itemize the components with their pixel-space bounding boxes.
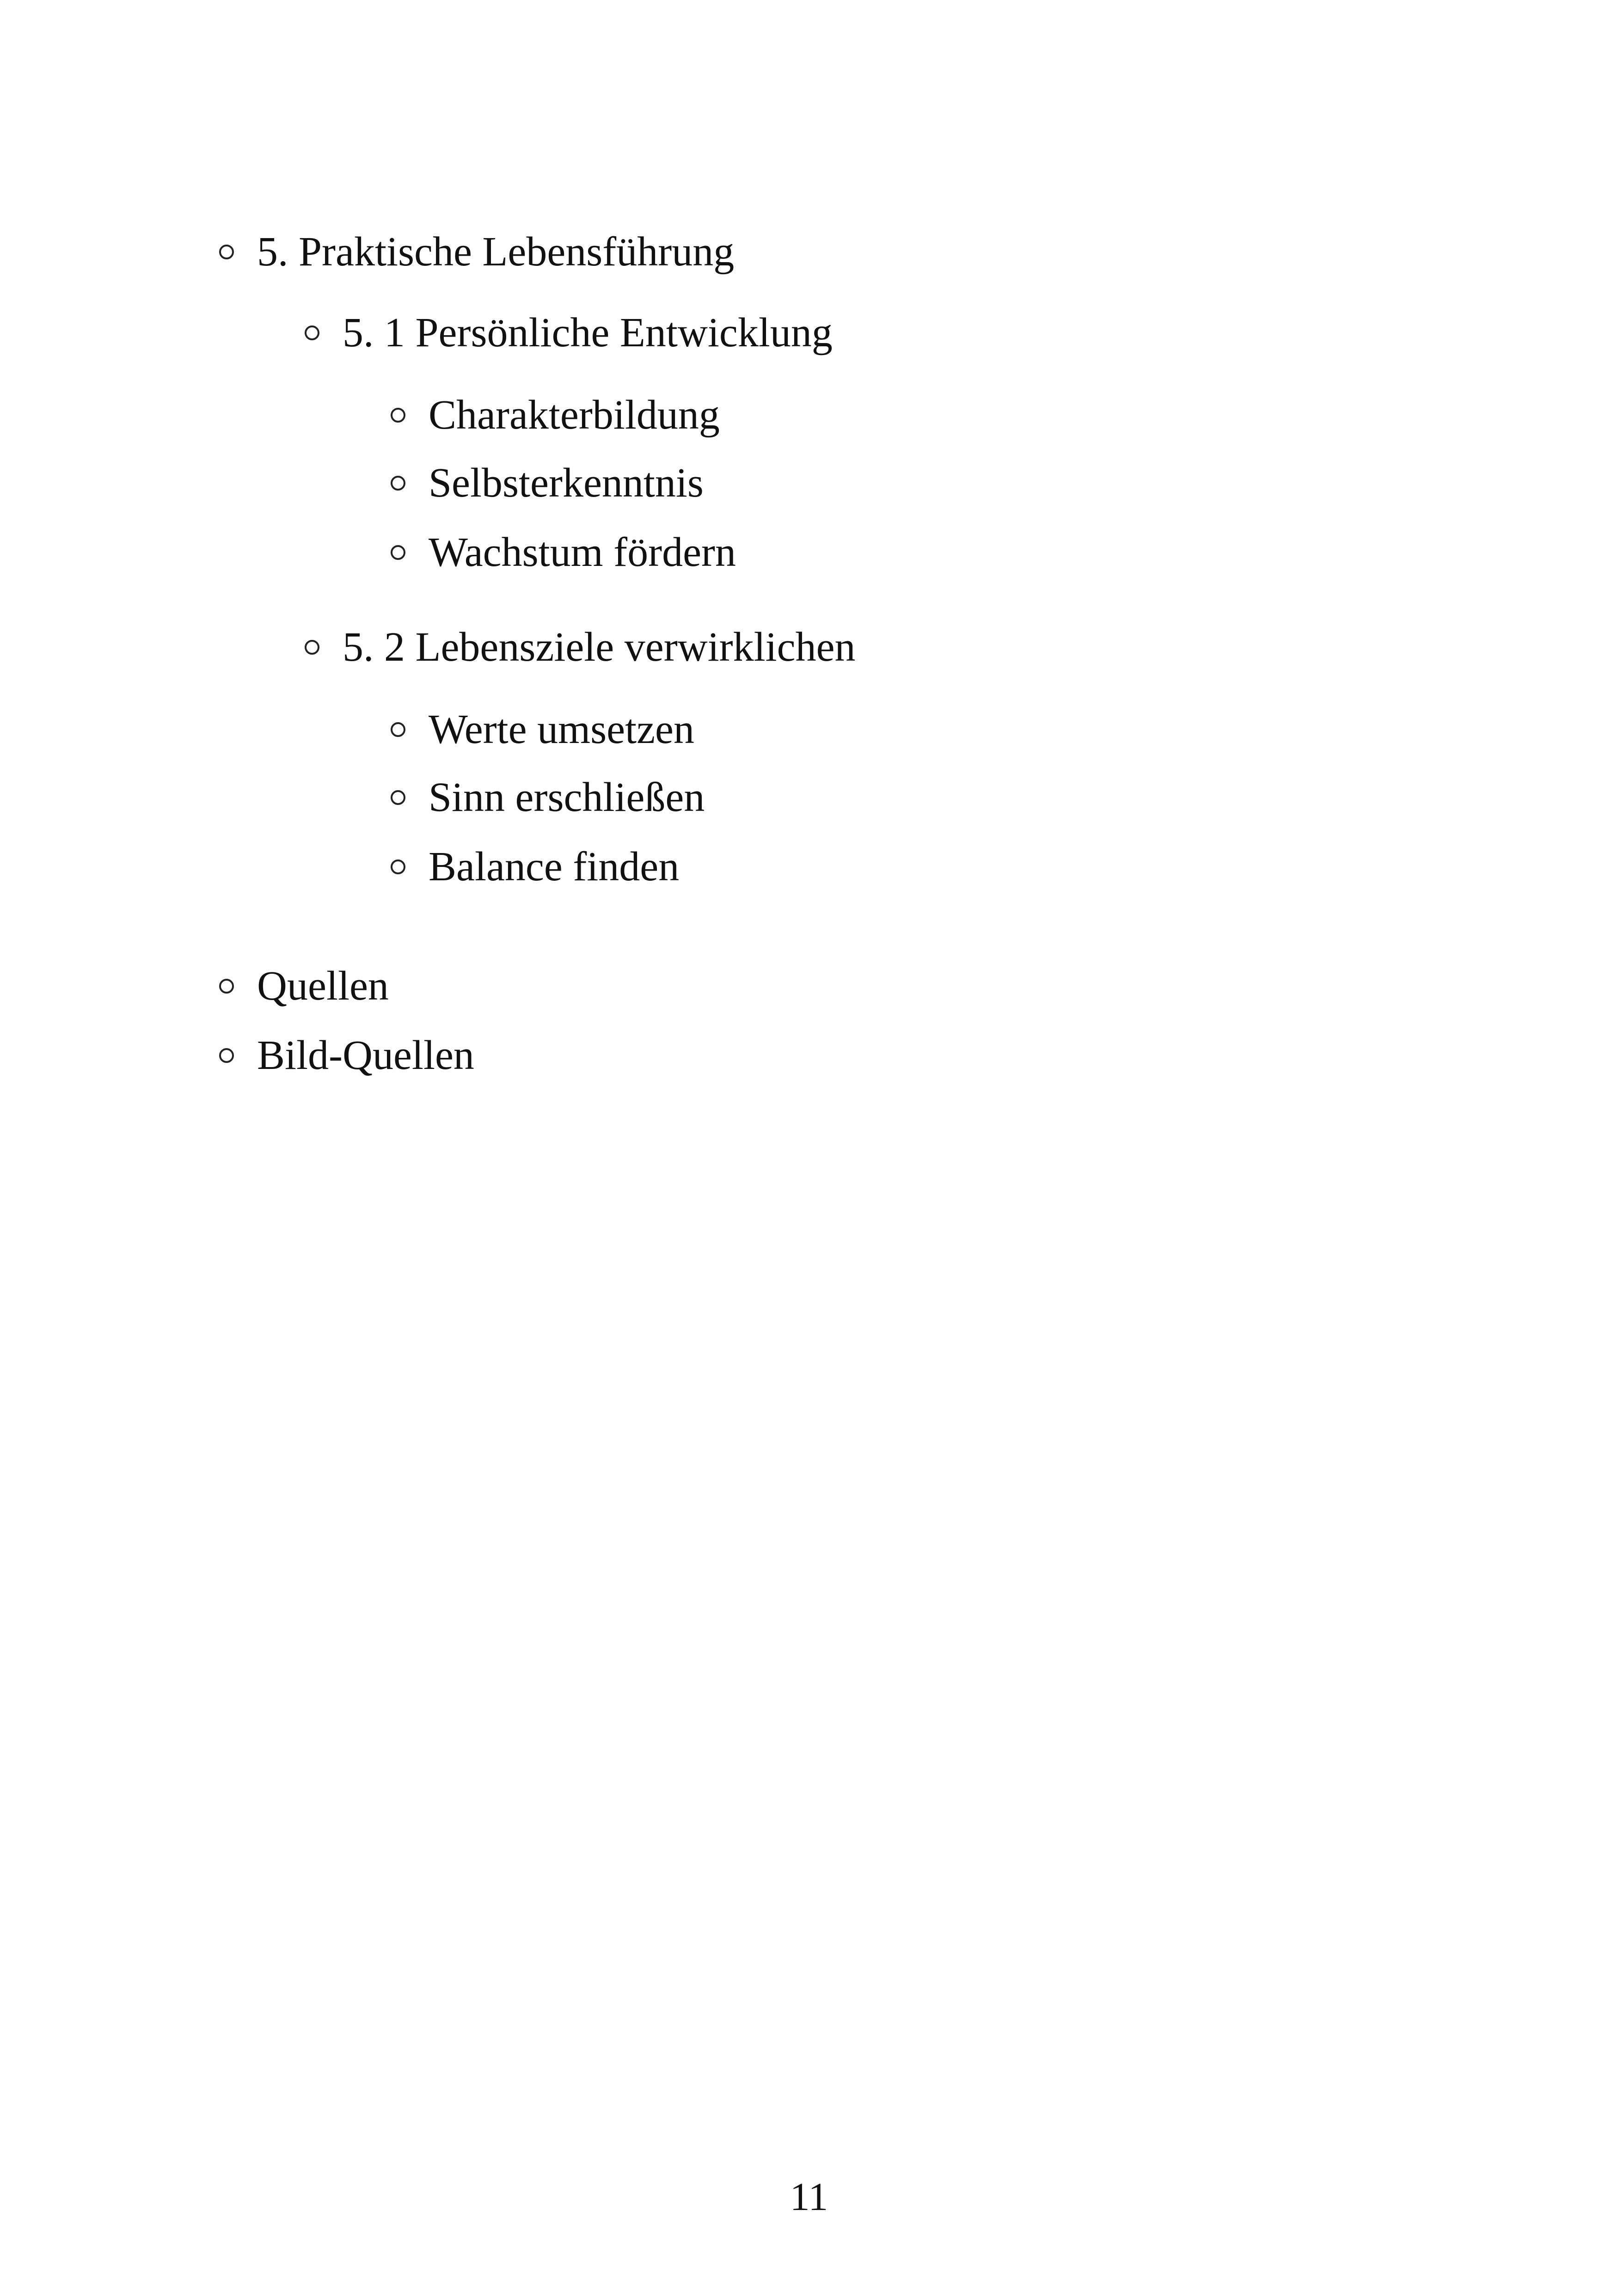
toc-item-balance-finden[interactable] — [391, 846, 679, 888]
toc-item-section-5-2[interactable] — [305, 626, 856, 668]
toc-item-charakterbildung[interactable] — [391, 394, 720, 436]
toc-item-label: Balance finden — [429, 844, 680, 890]
toc-item-label: 5. 2 Lebensziele verwirklichen — [343, 624, 856, 670]
circle-bullet-icon — [391, 545, 405, 560]
toc-item-label: Werte umsetzen — [429, 706, 694, 752]
toc-item-label: Bild-Quellen — [257, 1032, 474, 1078]
toc-item-werte-umsetzen[interactable] — [391, 706, 694, 752]
circle-bullet-icon — [305, 640, 319, 655]
toc-item-label: 5. Praktische Lebensführung — [257, 229, 735, 275]
circle-bullet-icon — [305, 325, 319, 340]
toc-item-section-5-1[interactable] — [305, 312, 833, 354]
circle-bullet-icon — [391, 722, 405, 737]
toc-item-quellen[interactable] — [219, 965, 389, 1007]
toc-item-label: Sinn erschließen — [429, 774, 705, 820]
toc-item-bild-quellen[interactable] — [219, 1032, 474, 1078]
circle-bullet-icon — [391, 790, 405, 805]
toc-item-label: Quellen — [257, 963, 389, 1009]
toc-item-wachstum-foerdern[interactable] — [391, 529, 736, 575]
toc-item-label: Selbsterkenntnis — [429, 460, 704, 506]
toc-item-sinn-erschliessen[interactable] — [391, 774, 705, 820]
circle-bullet-icon — [219, 979, 234, 994]
circle-bullet-icon — [391, 859, 405, 874]
page-number: 11 — [790, 2174, 828, 2219]
circle-bullet-icon — [219, 1048, 234, 1063]
toc-item-label: 5. 1 Persönliche Entwicklung — [343, 310, 833, 356]
toc-item-section-5[interactable] — [219, 231, 734, 273]
circle-bullet-icon — [391, 408, 405, 423]
circle-bullet-icon — [219, 245, 234, 259]
toc-item-label: Charakterbildung — [429, 392, 720, 438]
circle-bullet-icon — [391, 476, 405, 491]
toc-item-label: Wachstum fördern — [429, 529, 736, 575]
toc-item-selbsterkenntnis[interactable] — [391, 462, 704, 504]
